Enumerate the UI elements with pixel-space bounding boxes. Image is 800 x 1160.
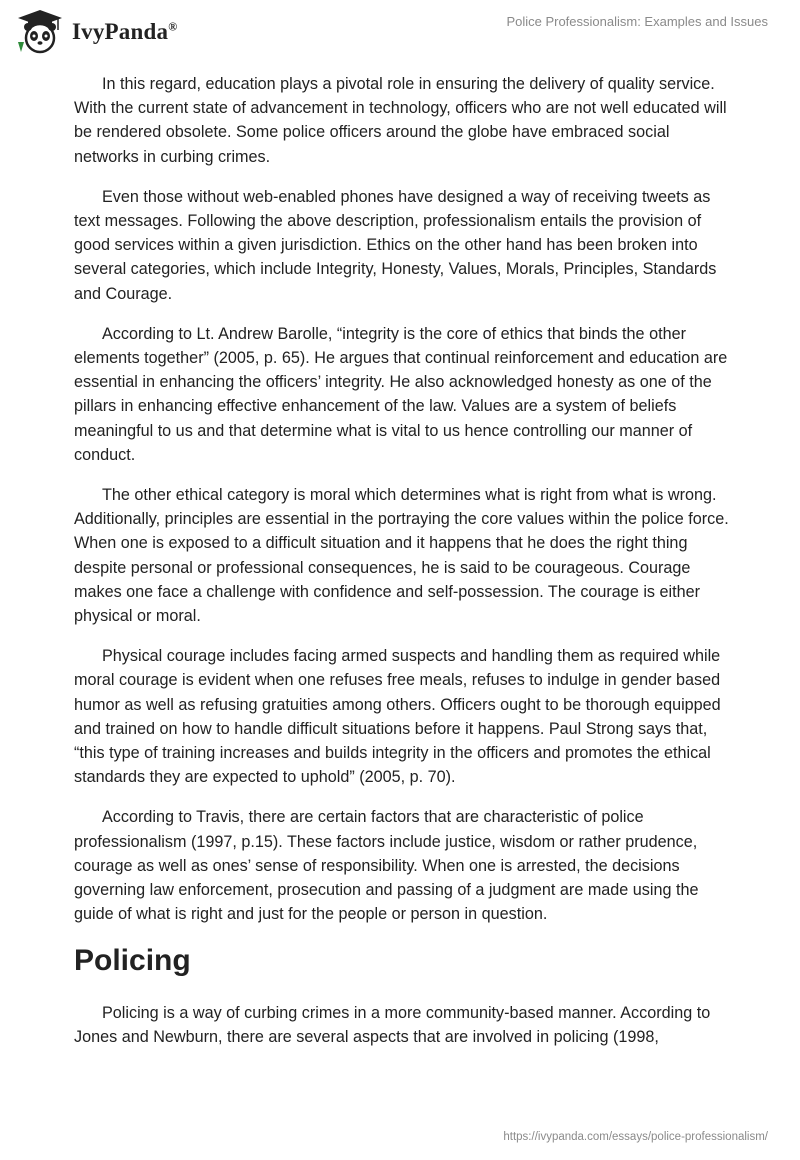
paragraph: According to Lt. Andrew Barolle, “integrity is the core of ethics that binds the other elements together” (2005, p. 65). He argues that continual reinforcement and education are essential in enhancing the officers’ integrity. He also acknowledged honesty as one of the pillars in enhancing effective enhancement of the law. Values are a system of beliefs meaningful to us and that determine what is vital to us hence controlling our manner of conduct. — [74, 324, 728, 464]
paragraph: Policing is a way of curbing crimes in a more community-based manner. According to Jones and Newburn, there are several aspects that are involved in policing (1998, — [74, 1003, 711, 1046]
ivypanda-logo[interactable] — [14, 8, 177, 56]
paragraph: According to Travis, there are certain factors that are characteristic of police professionalism (1997, p.15). These factors include justice, wisdom or rather prudence, courage as well as ones’ sense of responsibility. When one is arrested, the decisions governing law enforcement, prosecution and passing of a judgment are made using the guide of what is right and just for the people or person in question. — [74, 808, 699, 924]
section-heading-policing: Policing — [74, 943, 191, 977]
page-header — [0, 0, 800, 70]
essay-body — [74, 72, 734, 1065]
logo-wordmark: IvyPanda® — [72, 19, 178, 44]
paragraph: In this regard, education plays a pivotal role in ensuring the delivery of quality service. With the current state of advancement in technology, officers who are not well educated will be rendered obsolete. Some police officers around the globe have embraced social networks in curbing crimes. — [74, 75, 727, 166]
panda-graduate-icon — [14, 8, 66, 56]
paragraph: Even those without web-enabled phones have designed a way of receiving tweets as text messages. Following the above description, professionalism entails the provision of good services within a given jurisdiction. Ethics on the other hand has been broken into several categories, which include Integrity, Honesty, Values, Morals, Principles, Standards and Courage. — [74, 187, 717, 303]
paragraph: The other ethical category is moral which determines what is right from what is wrong. Additionally, principles are essential in the portraying the core values within the police force. When one is exposed to a difficult situation and it happens that he does the right thing despite personal or professional consequences, he is said to be courageous. Courage makes one face a challenge with confidence and self-possession. The courage is either physical or moral. — [74, 486, 729, 626]
paragraph: Physical courage includes facing armed suspects and handling them as required while moral courage is evident when one refuses free meals, refuses to indulge in gender based humor as well as refusing gratuities among others. Officers ought to be thorough equipped and trained on how to handle difficult situations before it happens. Paul Strong says that, “this type of training increases and builds integrity in the officers and promotes the ethical standards they are expected to uphold” (2005, p. 70). — [74, 647, 721, 787]
source-url[interactable]: https://ivypanda.com/essays/police-professionalism/ — [503, 1131, 768, 1143]
document-title: Police Professionalism: Examples and Issues — [506, 14, 768, 29]
